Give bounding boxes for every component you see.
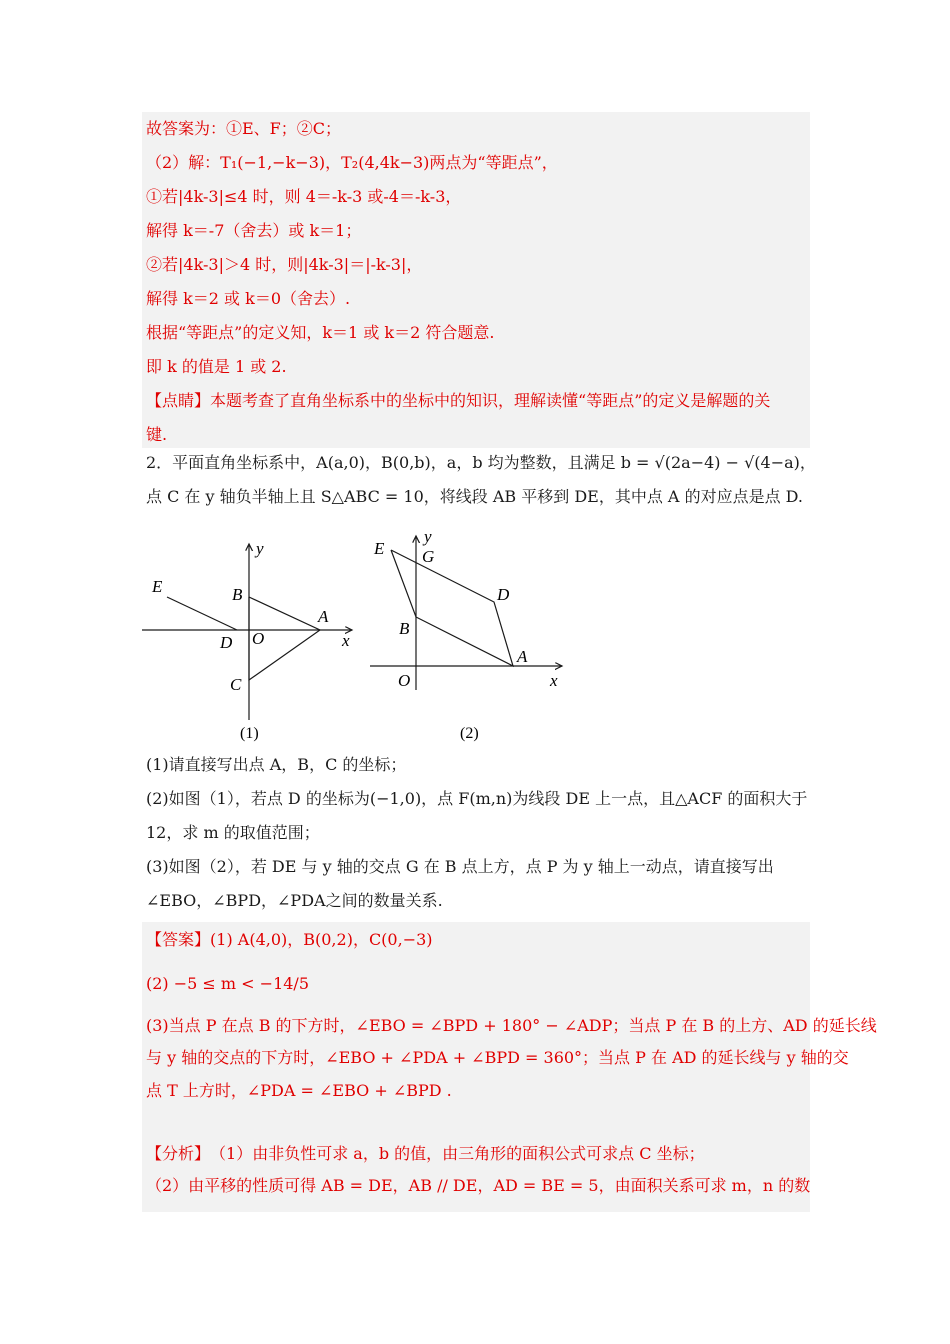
fig1-label-y: y bbox=[256, 539, 264, 558]
answer-block bbox=[142, 922, 877, 1212]
solution-line-4: 解得 k＝-7（舍去）或 k＝1； bbox=[146, 221, 362, 240]
subquestions bbox=[146, 748, 810, 918]
solution-line-7: 根据“等距点”的定义知，k＝1 或 k＝2 符合题意. bbox=[146, 323, 495, 342]
fig2-label-G: G bbox=[422, 547, 435, 566]
analysis-1: （1）由非负性可求 a，b 的值，由三角形的面积公式可求点 C 坐标； bbox=[210, 1144, 705, 1163]
solution-line-2: （2）解：T₁(−1,−k−3)，T₂(4,4k−3)两点为“等距点”， bbox=[146, 153, 558, 172]
solution-line-3: ①若|4k-3|≤4 时，则 4＝-k-3 或-4＝-k-3， bbox=[146, 187, 462, 206]
question-2-line-1: 2．平面直角坐标系中，A(a,0)，B(0,b)，a，b 均为整数，且满足 b = √(2a−4) − √(4−a)， bbox=[146, 453, 816, 472]
fig1-label-E: E bbox=[152, 577, 163, 596]
fig1-label-x: x bbox=[342, 631, 350, 650]
comment-line-1 bbox=[146, 384, 806, 418]
figure-1 bbox=[142, 539, 352, 742]
figures bbox=[142, 530, 582, 750]
fig2-label-A: A bbox=[517, 647, 528, 666]
subquestion-3-line-1: (3)如图（2），若 DE 与 y 轴的交点 G 在 B 点上方，点 P 为 y 轴上一动点，请直接写出 bbox=[146, 857, 774, 876]
fig1-label-C: C bbox=[230, 675, 242, 694]
analysis-line-1 bbox=[146, 1138, 806, 1170]
analysis-line-2: （2）由平移的性质可得 AB = DE，AB // DE，AD = BE = 5，由面积关系可求 m，n 的数 bbox=[146, 1176, 811, 1195]
fig2-caption: (2) bbox=[460, 725, 479, 742]
answer-3-line-3: 点 T 上方时，∠PDA = ∠EBO + ∠BPD . bbox=[146, 1081, 452, 1100]
subquestion-1: (1)请直接写出点 A，B，C 的坐标； bbox=[146, 755, 407, 774]
answer-line-1 bbox=[146, 922, 806, 958]
fig2-label-O: O bbox=[398, 671, 411, 690]
fig2-label-x: x bbox=[550, 671, 558, 690]
subquestion-2-line-1: (2)如图（1），若点 D 的坐标为(−1,0)，点 F(m,n)为线段 DE 上一点，且△ACF 的面积大于 bbox=[146, 789, 808, 808]
solution-line-6: 解得 k＝2 或 k＝0（舍去）. bbox=[146, 289, 351, 308]
fig2-label-E: E bbox=[374, 539, 385, 558]
answer-2: (2) −5 ≤ m < −14/5 bbox=[146, 974, 309, 993]
answer-3-line-2: 与 y 轴的交点的下方时，∠EBO + ∠PDA + ∠BPD = 360°；当点 P 在 AD 的延长线与 y 轴的交 bbox=[146, 1048, 849, 1067]
comment-tag: 【点睛】 bbox=[146, 391, 211, 410]
fig2-label-y: y bbox=[424, 530, 432, 546]
figures-svg bbox=[142, 530, 582, 750]
solution-line-8: 即 k 的值是 1 或 2. bbox=[146, 357, 287, 376]
analysis-tag: 【分析】 bbox=[146, 1144, 211, 1163]
fig1-label-B: B bbox=[232, 585, 243, 604]
solution-block-1 bbox=[142, 112, 810, 448]
comment-text-1: 本题考查了直角坐标系中的坐标中的知识，理解读懂“等距点”的定义是解题的关 bbox=[210, 391, 771, 410]
subquestion-2-line-2: 12，求 m 的取值范围； bbox=[146, 823, 320, 842]
question-2-line-2: 点 C 在 y 轴负半轴上且 S△ABC = 10，将线段 AB 平移到 DE，其中点 A 的对应点是点 D. bbox=[146, 487, 804, 506]
fig2-label-D: D bbox=[497, 585, 510, 604]
solution-line-1: 故答案为：①E、F；②C； bbox=[146, 119, 342, 138]
fig1-label-D: D bbox=[220, 633, 233, 652]
fig1-caption: (1) bbox=[240, 725, 259, 742]
answer-1: (1) A(4,0)，B(0,2)，C(0,−3) bbox=[210, 930, 433, 949]
answer-tag: 【答案】 bbox=[146, 930, 211, 949]
spacer bbox=[146, 1108, 806, 1138]
fig2-parallelogram-ABDE bbox=[391, 550, 513, 666]
fig1-label-A: A bbox=[318, 607, 329, 626]
subquestion-3-line-2: ∠EBO，∠BPD，∠PDA之间的数量关系. bbox=[146, 891, 443, 910]
solution-line-5: ②若|4k-3|＞4 时，则|4k-3|＝|-k-3|， bbox=[146, 255, 423, 274]
fig1-segment-ED bbox=[167, 597, 237, 630]
question-2 bbox=[146, 446, 816, 514]
fig1-label-O: O bbox=[252, 629, 265, 648]
fig2-label-B: B bbox=[399, 619, 410, 638]
figure-2 bbox=[370, 530, 562, 742]
answer-3-line-1: (3)当点 P 在点 B 的下方时，∠EBO = ∠BPD + 180° − ∠ADP；当点 P 在 B 的上方、AD 的延长线 bbox=[146, 1016, 877, 1035]
comment-line-2: 键. bbox=[146, 425, 168, 444]
